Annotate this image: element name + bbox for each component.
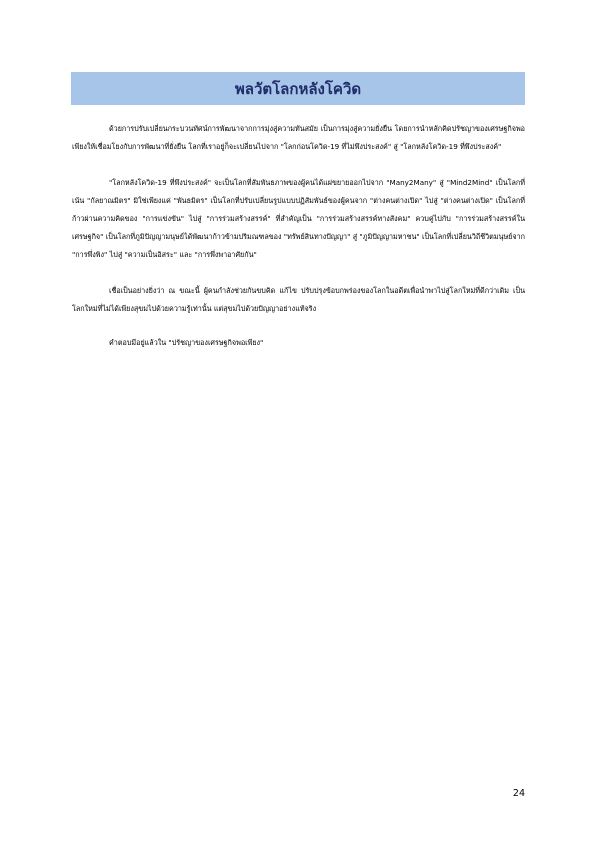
body-text	[72, 120, 525, 370]
paragraph-1: ด้วยการปรับเปลี่ยนกระบวนทัศน์การพัฒนาจากการมุ่งสู่ความทันสมัย เป็นการมุ่งสู่ความยั่งยืน โดยการนำหลักคิดปรัชญาของเศรษฐกิจพอเพียงให้เชื่อมโยงกับการพัฒนาที่ยั่งยืน โลกที่เราอยู่ก็จะเปลี่ยนไปจาก "โลกก่อนโควิด-19 ที่ไม่พึงประสงค์" สู่ "โลกหลังโควิด-19 ที่พึงประสงค์"	[72, 124, 525, 151]
paragraph-4: คำตอบมีอยู่แล้วใน "ปรัชญาของเศรษฐกิจพอเพียง"	[109, 338, 264, 347]
title-banner	[71, 72, 525, 105]
page-title: พลวัตโลกหลังโควิด	[234, 79, 362, 98]
paragraph-3: เชื่อเป็นอย่างยิ่งว่า ณ ขณะนี้ ผู้คนกำลังช่วยกันขบคิด แก้ไข ปรับปรุงข้อบกพร่องของโลกในอดีตเพื่อนำพาไปสู่โลกใหม่ที่ดีกว่าเดิม เป็นโลกใหม่ที่ไม่ได้เพียงสุขมไปด้วยความรู้เท่านั้น แต่สุขมไปด้วยปัญญาอย่างแท้จริง	[72, 286, 525, 313]
page-number: 24	[512, 788, 525, 799]
paragraph-2: "โลกหลังโควิด-19 ที่พึงประสงค์" จะเป็นโลกที่สัมพันธภาพของผู้คนได้แผ่ขยายออกไปจาก "Many2Many" สู่ "Mind2Mind" เป็นโลกที่เน้น "กัลยาณมิตร" มิใช่เพียงแค่ "พันธมิตร" เป็นโลกที่ปรับเปลี่ยนรูปแบบปฏิสัมพันธ์ของผู้คนจาก "ต่างคนต่างเปิด" ไปสู่ "ต่างคนต่างเปิด" เป็นโลกที่ก้าวผ่านความคิดของ "การแข่งขัน" ไปสู่ "การร่วมสร้างสรรค์" ที่สำคัญเป็น "การร่วมสร้างสรรค์ทางสังคม" ควบคู่ไปกับ "การร่วมสร้างสรรค์ในเศรษฐกิจ" เป็นโลกที่ภูมิปัญญามนุษย์ได้พัฒนาก้าวข้ามปริมณฑลของ "ทรัพย์สินทางปัญญา" สู่ "ภูมิปัญญามหาชน" เป็นโลกที่เปลี่ยนวิถีชีวิตมนุษย์จาก "การพึ่งพิง" ไปสู่ "ความเป็นอิสระ" และ "การพึ่งพาอาศัยกัน"	[72, 178, 525, 259]
